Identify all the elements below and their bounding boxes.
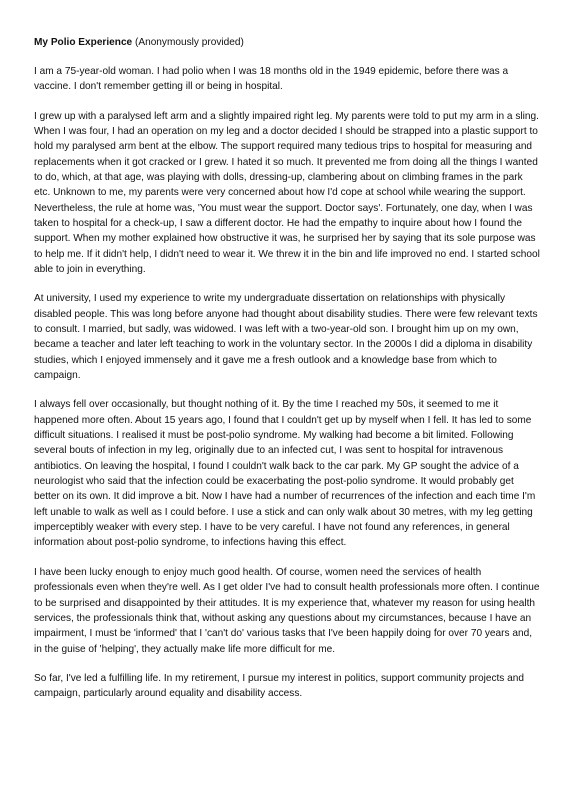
document-subtitle: (Anonymously provided)	[134, 37, 244, 48]
document-title: My Polio Experience	[34, 37, 133, 48]
paragraph-1: I am a 75-year-old woman. I had polio when I was 18 months old in the 1949 epidemic, before there was a vaccine. I don't remember getting ill or being in hospital.	[34, 65, 509, 93]
paragraph-4: I always fell over occasionally, but thought nothing of it. By the time I reached my 50s, it seemed to me it happened more often. About 15 years ago, I found that I couldn't get up by myself when I fell. It has led to some difficult situations. I realised it must be post-polio syndrome. My walking had become a bit limited. Following several bouts of infection in my leg, originally due to an infected cut, I was sent to hospital for intravenous antibiotics. On leaving the hospital, I found I couldn't walk back to the car park. My GP sought the advice of a neurologist who said that the infection could be exacerbating the post-polio syndrome. It would probably get better on its own. It did improve a bit. Now I have had a number of recurrences of the infection and each time I'm left unable to walk as well as I could before. I use a stick and can only walk about 30 metres, with my leg getting imperceptibly weaker with every step. I have to be very careful. I have not found any references, in general information about post-polio syndrome, to infections having this effect.	[34, 399, 536, 549]
document-heading	[34, 35, 540, 50]
paragraph-3: At university, I used my experience to write my undergraduate dissertation on relationships with physically disabled people. This was long before anyone had thought about disability studies. There were few relevant texts to consult. I married, but sadly, was widowed. I was left with a two-year-old son. I brought him up on my own, became a teacher and later left teaching to work in the voluntary sector. In the 2000s I did a diploma in disability studies, which I enjoyed immensely and it gave me a fresh outlook and a knowledge base from which to campaign.	[34, 293, 538, 382]
paragraph-2: I grew up with a paralysed left arm and a slightly impaired right leg. My parents were told to put my arm in a sling. When I was four, I had an operation on my leg and a doctor decided I should be strapped into a plastic support to hold my paralysed arm bent at the elbow. The support required many tedious trips to hospital for measuring and replacements when it got cracked or I grew. I hated it so much. It prevented me from doing all the things I wanted to do, which, at that age, was playing with dolls, dressing-up, clambering about on climbing frames in the park etc. Unknown to me, my parents were very concerned about how I'd cope at school while wearing the support. Nevertheless, the rule at home was, 'You must wear the support. Doctor says'. Fortunately, one day, when I was taken to hospital for a check-up, I saw a different doctor. He had the empathy to inquire about how I found the support. When my mother explained how obstructive it was, he surprised her by saying that its sole purpose was to help me. If it didn't help, I didn't need to wear it. We threw it in the bin and life improved no end. I started school able to join in everything.	[34, 110, 540, 275]
document-body	[34, 35, 540, 716]
paragraph-5: I have been lucky enough to enjoy much good health. Of course, women need the services of health professionals even when they're well. As I get older I've had to consult health professionals more often. I continue to be surprised and disappointed by their attitudes. It is my experience that, whatever my reason for using health services, the professionals think that, without asking any questions about my circumstances, because I have an impairment, I must be 'informed' that I 'can't do' various tasks that I've been happily doing for over 70 years and, in the guise of 'helping', they actually make life more difficult for me.	[34, 566, 540, 655]
paragraph-6: So far, I've led a fulfilling life. In my retirement, I pursue my interest in politics, support community projects and campaign, particularly around equality and disability access.	[34, 672, 524, 700]
